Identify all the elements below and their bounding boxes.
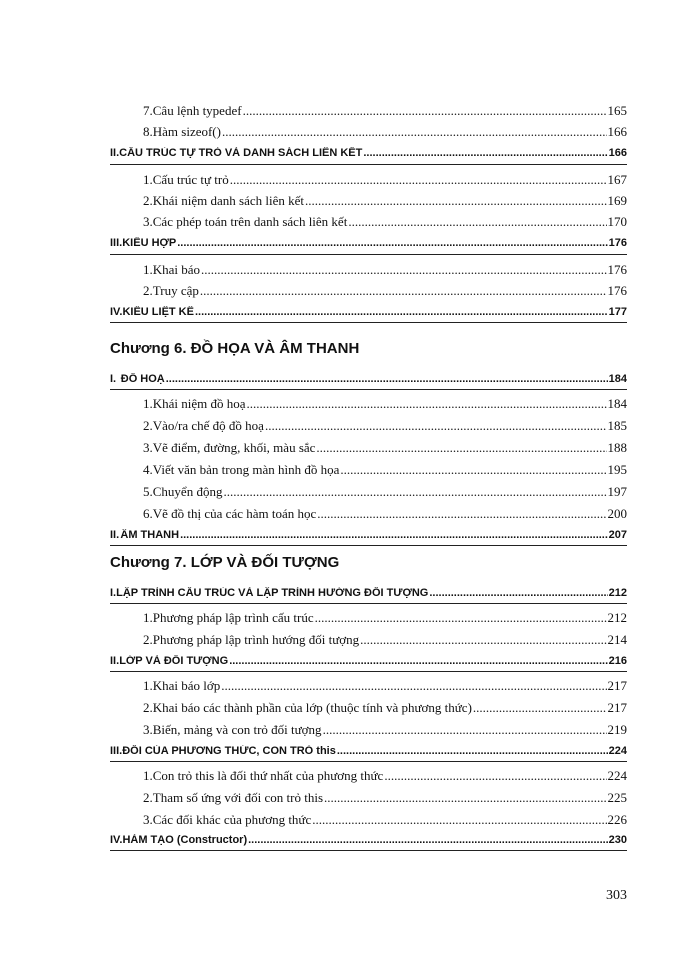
dot-leader bbox=[200, 283, 607, 299]
dot-leader bbox=[229, 655, 607, 667]
toc-entry-page: 197 bbox=[607, 484, 627, 499]
toc-entry-title: Hàm sizeof() bbox=[152, 124, 221, 139]
dot-leader bbox=[248, 834, 608, 846]
toc-section-title: KIỂU LIỆT KÊ bbox=[122, 306, 194, 318]
toc-section-page: 224 bbox=[608, 745, 627, 757]
toc-entry-number: 5. bbox=[143, 484, 153, 499]
toc-entry[interactable] bbox=[143, 440, 627, 456]
toc-entry-title: Truy cập bbox=[152, 283, 199, 298]
toc-section-number: IV. bbox=[110, 834, 123, 846]
dot-leader bbox=[221, 678, 606, 694]
toc-section-page: 216 bbox=[608, 655, 627, 667]
section-rule bbox=[110, 671, 627, 672]
toc-section-title: LỚP VÀ ĐỐI TƯỢNG bbox=[119, 655, 229, 667]
dot-leader bbox=[247, 396, 607, 412]
toc-entry-number: 1. bbox=[143, 262, 153, 277]
toc-entry-title: Các phép toán trên danh sách liên kết bbox=[152, 214, 348, 229]
toc-section-number: II. bbox=[110, 655, 120, 667]
toc-entry-page: 217 bbox=[607, 678, 627, 693]
dot-leader bbox=[195, 306, 608, 318]
toc-section-title: HÀM TẠO (Constructor) bbox=[122, 834, 248, 846]
toc-entry-number: 1. bbox=[143, 610, 153, 625]
toc-entry-page: 185 bbox=[607, 418, 627, 433]
toc-entry-number: 2. bbox=[143, 283, 153, 298]
toc-entry-number: 2. bbox=[143, 418, 153, 433]
toc-section-number: I. bbox=[110, 587, 117, 599]
dot-leader bbox=[201, 262, 606, 278]
toc-entry-page: 176 bbox=[607, 262, 627, 277]
toc-section[interactable] bbox=[110, 834, 627, 846]
toc-entry-page: 184 bbox=[607, 396, 627, 411]
section-rule bbox=[110, 389, 627, 390]
toc-entry-number: 1. bbox=[143, 396, 153, 411]
toc-entry-title: Phương pháp lập trình hướng đối tượng bbox=[152, 632, 360, 647]
toc-entry-number: 6. bbox=[143, 506, 153, 521]
toc-section-title: ÂM THANH bbox=[120, 529, 180, 541]
toc-entry[interactable] bbox=[143, 193, 627, 209]
toc-section-page: 166 bbox=[608, 147, 627, 159]
section-rule bbox=[110, 164, 627, 165]
dot-leader bbox=[265, 418, 607, 434]
dot-leader bbox=[223, 484, 606, 500]
toc-section[interactable] bbox=[110, 745, 627, 757]
toc-entry[interactable] bbox=[143, 484, 627, 500]
toc-section-number: II. bbox=[110, 147, 120, 159]
section-rule bbox=[110, 603, 627, 604]
dot-leader bbox=[324, 790, 606, 806]
toc-entry-title: Viết văn bản trong màn hình đồ họa bbox=[152, 462, 340, 477]
toc-entry-title: Các đối khác của phương thức bbox=[152, 812, 312, 827]
toc-entry-number: 2. bbox=[143, 632, 153, 647]
toc-entry[interactable] bbox=[143, 790, 627, 806]
dot-leader bbox=[312, 812, 606, 828]
toc-section[interactable] bbox=[110, 587, 627, 599]
toc-entry-page: 217 bbox=[607, 700, 627, 715]
toc-section-page: 176 bbox=[608, 237, 627, 249]
dot-leader bbox=[316, 440, 606, 456]
toc-entry-page: 226 bbox=[607, 812, 627, 827]
toc-entry-number: 3. bbox=[143, 214, 153, 229]
toc-entry[interactable] bbox=[143, 506, 627, 522]
toc-entry-page: 212 bbox=[607, 610, 627, 625]
toc-entry[interactable] bbox=[143, 283, 627, 299]
toc-entry-title: Khái niệm đồ hoạ bbox=[152, 396, 246, 411]
dot-leader bbox=[317, 506, 606, 522]
section-rule bbox=[110, 322, 627, 323]
toc-entry-title: Tham số ứng với đối con trỏ this bbox=[152, 790, 324, 805]
toc-entry-title: Biến, mảng và con trỏ đối tượng bbox=[152, 722, 322, 737]
toc-section-number: II. bbox=[110, 529, 120, 541]
toc-section-title: ĐỒ HOẠ bbox=[120, 373, 165, 385]
toc-entry[interactable] bbox=[143, 632, 627, 648]
toc-entry[interactable] bbox=[143, 172, 627, 188]
toc-entry-title: Khái niệm danh sách liên kết bbox=[152, 193, 305, 208]
toc-entry-number: 8. bbox=[143, 124, 153, 139]
toc-entry[interactable] bbox=[143, 722, 627, 738]
toc-entry-page: 225 bbox=[607, 790, 627, 805]
dot-leader bbox=[230, 172, 607, 188]
toc-entry-page: 224 bbox=[607, 768, 627, 783]
toc-entry[interactable] bbox=[143, 768, 627, 784]
toc-entry-page: 176 bbox=[607, 283, 627, 298]
toc-entry[interactable] bbox=[143, 262, 627, 278]
toc-entry-number: 3. bbox=[143, 812, 153, 827]
toc-entry[interactable] bbox=[143, 700, 627, 716]
toc-section-title: CẤU TRÚC TỰ TRỎ VÀ DANH SÁCH LIÊN KẾT bbox=[119, 147, 363, 159]
toc-section[interactable] bbox=[110, 306, 627, 318]
toc-entry-title: Con trỏ this là đối thứ nhất của phương thức bbox=[152, 768, 384, 783]
page-number: 303 bbox=[606, 888, 627, 903]
toc-entry[interactable] bbox=[143, 610, 627, 626]
toc-entry-page: 166 bbox=[607, 124, 627, 139]
toc-entry[interactable] bbox=[143, 396, 627, 412]
toc-entry-title: Phương pháp lập trình cấu trúc bbox=[152, 610, 314, 625]
toc-section[interactable] bbox=[110, 147, 627, 159]
toc-section[interactable] bbox=[110, 529, 627, 541]
section-rule bbox=[110, 850, 627, 851]
toc-section[interactable] bbox=[110, 237, 627, 249]
toc-entry-title: Vẽ đồ thị của các hàm toán học bbox=[152, 506, 317, 521]
dot-leader bbox=[360, 632, 606, 648]
toc-entry-number: 4. bbox=[143, 462, 153, 477]
dot-leader bbox=[473, 700, 607, 716]
toc-entry-page: 167 bbox=[607, 172, 627, 187]
dot-leader bbox=[315, 610, 607, 626]
toc-entry[interactable] bbox=[143, 124, 627, 140]
toc-entry-number: 1. bbox=[143, 678, 153, 693]
dot-leader bbox=[166, 373, 608, 385]
toc-section-number: IV. bbox=[110, 306, 123, 318]
toc-section-number: III. bbox=[110, 237, 123, 249]
dot-leader bbox=[305, 193, 606, 209]
toc-entry-number: 7. bbox=[143, 103, 153, 118]
toc-section[interactable] bbox=[110, 373, 627, 385]
dot-leader bbox=[429, 587, 607, 599]
chapter-heading[interactable]: Chương 7. LỚP VÀ ĐỐI TƯỢNG bbox=[110, 554, 340, 571]
dot-leader bbox=[177, 237, 607, 249]
section-rule bbox=[110, 761, 627, 762]
toc-entry-title: Chuyển động bbox=[152, 484, 223, 499]
toc-section-page: 230 bbox=[608, 834, 627, 846]
dot-leader bbox=[340, 462, 606, 478]
section-rule bbox=[110, 545, 627, 546]
toc-entry[interactable] bbox=[143, 462, 627, 478]
toc-entry-number: 2. bbox=[143, 193, 153, 208]
toc-entry-page: 195 bbox=[607, 462, 627, 477]
toc-entry[interactable] bbox=[143, 103, 627, 119]
toc-entry-title: Khai báo các thành phần của lớp (thuộc tính và phương thức) bbox=[152, 700, 472, 715]
toc-entry-number: 2. bbox=[143, 790, 153, 805]
toc-section-title: ĐỐI CỦA PHƯƠNG THỨC, CON TRỎ this bbox=[122, 745, 336, 757]
toc-entry-page: 188 bbox=[607, 440, 627, 455]
toc-entry-page: 214 bbox=[607, 632, 627, 647]
toc-entry-title: Vào/ra chế độ đồ hoạ bbox=[152, 418, 264, 433]
toc-entry-number: 1. bbox=[143, 768, 153, 783]
toc-entry-number: 1. bbox=[143, 172, 153, 187]
dot-leader bbox=[243, 103, 607, 119]
toc-section[interactable] bbox=[110, 655, 627, 667]
section-rule bbox=[110, 254, 627, 255]
toc-entry-title: Câu lệnh typedef bbox=[152, 103, 242, 118]
toc-entry-page: 170 bbox=[607, 214, 627, 229]
toc-entry-number: 3. bbox=[143, 440, 153, 455]
toc-section-number: III. bbox=[110, 745, 123, 757]
toc-entry-page: 219 bbox=[607, 722, 627, 737]
dot-leader bbox=[180, 529, 608, 541]
toc-section-number: I. bbox=[110, 373, 117, 385]
toc-entry[interactable] bbox=[143, 678, 627, 694]
toc-entry-title: Cấu trúc tự trỏ bbox=[152, 172, 229, 187]
dot-leader bbox=[222, 124, 607, 140]
toc-section-page: 177 bbox=[608, 306, 627, 318]
toc-entry-number: 2. bbox=[143, 700, 153, 715]
toc-entry[interactable] bbox=[143, 214, 627, 230]
toc-entry-title: Khai báo bbox=[152, 262, 201, 277]
toc-entry-title: Vẽ điểm, đường, khối, màu sắc bbox=[152, 440, 316, 455]
toc-entry[interactable] bbox=[143, 812, 627, 828]
toc-entry[interactable] bbox=[143, 418, 627, 434]
chapter-heading[interactable]: Chương 6. ĐỒ HỌA VÀ ÂM THANH bbox=[110, 340, 360, 357]
toc-entry-page: 169 bbox=[607, 193, 627, 208]
toc-section-title: KIỂU HỢP bbox=[122, 237, 177, 249]
toc-section-page: 212 bbox=[608, 587, 627, 599]
dot-leader bbox=[348, 214, 606, 230]
toc-entry-page: 165 bbox=[607, 103, 627, 118]
dot-leader bbox=[363, 147, 607, 159]
dot-leader bbox=[323, 722, 607, 738]
toc-section-title: LẬP TRÌNH CẤU TRÚC VÀ LẬP TRÌNH HƯỚNG ĐỐI TƯỢNG bbox=[116, 587, 429, 599]
toc-entry-title: Khai báo lớp bbox=[152, 678, 221, 693]
toc-entry-number: 3. bbox=[143, 722, 153, 737]
dot-leader bbox=[337, 745, 608, 757]
toc-section-page: 207 bbox=[608, 529, 627, 541]
toc-entry-page: 200 bbox=[607, 506, 627, 521]
dot-leader bbox=[384, 768, 606, 784]
toc-section-page: 184 bbox=[608, 373, 627, 385]
